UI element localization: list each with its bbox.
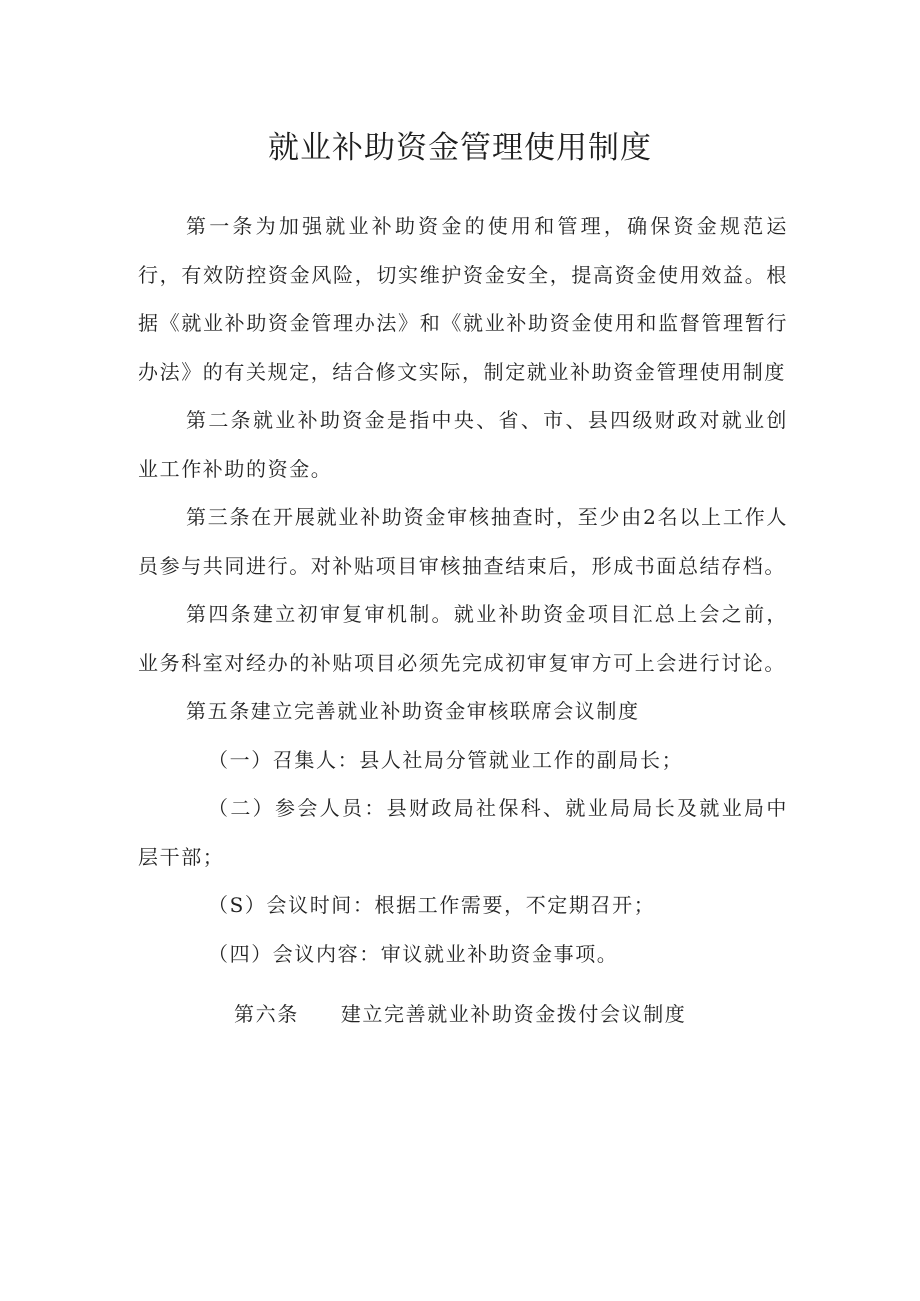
article-4: 第四条建立初审复审机制。就业补助资金项目汇总上会之前，业务科室对经办的补贴项目必须先完成初审复审方可上会进行讨论。 [138,602,788,675]
article-6-text: 建立完善就业补助资金拨付会议制度 [340,1002,687,1026]
list-item-2: （二）参会人员：县财政局社保科、就业局局长及就业局中层干部； [138,796,788,869]
document-title: 就业补助资金管理使用制度 [268,130,652,166]
article-3: 第三条在开展就业补助资金审核抽查时，至少由2名以上工作人员参与共同进行。对补贴项目审核抽查结束后，形成书面总结存档。 [138,505,788,578]
article-1: 第一条为加强就业补助资金的使用和管理，确保资金规范运行，有效防控资金风险，切实维护资金安全，提高资金使用效益。根据《就业补助资金管理办法》和《就业补助资金使用和监督管理暂行办法》的有关规定，结合修文实际，制定就业补助资金管理使用制度 [138,214,788,384]
document-body [138,202,788,1039]
list-item-1: （一）召集人：县人社局分管就业工作的副局长； [208,747,684,772]
article-6 [138,990,788,1039]
article-6-number: 第六条 [234,1002,299,1026]
list-item-3: （S）会议时间：根据工作需要，不定期召开； [208,893,656,917]
article-2: 第二条就业补助资金是指中央、省、市、县四级财政对就业创业工作补助的资金。 [138,408,788,481]
article-5: 第五条建立完善就业补助资金审核联席会议制度 [186,699,640,723]
list-item-4: （四）会议内容：审议就业补助资金事项。 [208,941,619,966]
